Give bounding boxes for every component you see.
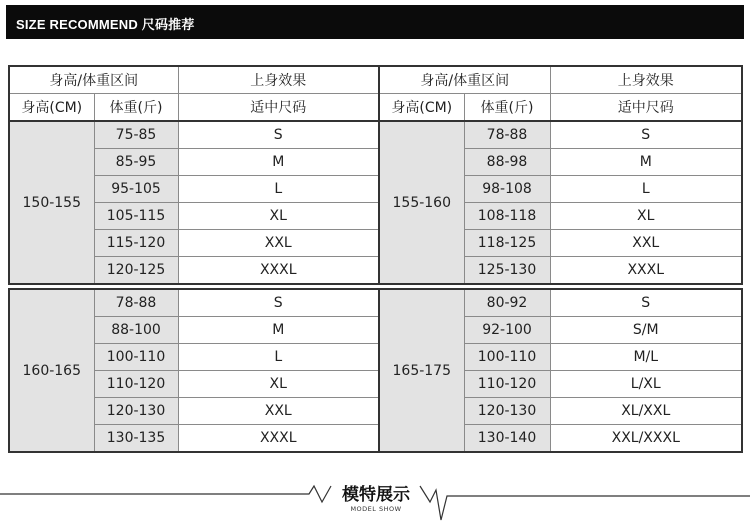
size-cell: M <box>178 317 379 344</box>
table-row <box>9 176 742 203</box>
weight-range-cell: 95-105 <box>94 176 178 203</box>
weight-range-cell: 110-120 <box>464 371 550 398</box>
size-cell: S <box>178 289 379 317</box>
table-row <box>9 289 742 317</box>
size-table-top <box>8 65 743 285</box>
size-cell: XL/XXL <box>550 398 742 425</box>
weight-range-cell: 78-88 <box>94 289 178 317</box>
weight-range-cell: 85-95 <box>94 149 178 176</box>
col-header-weight-right: 体重(斤) <box>464 94 550 122</box>
block-1 <box>9 121 742 284</box>
weight-range-cell: 100-110 <box>94 344 178 371</box>
size-cell: XL <box>178 371 379 398</box>
model-show-footer <box>0 468 750 522</box>
table-row <box>9 425 742 453</box>
height-range-cell: 165-175 <box>379 289 464 452</box>
table-row <box>9 203 742 230</box>
footer-subtitle: MODEL SHOW <box>350 505 402 513</box>
size-cell: L/XL <box>550 371 742 398</box>
weight-range-cell: 75-85 <box>94 121 178 149</box>
size-cell: XXXL <box>178 425 379 453</box>
col-header-weight-left: 体重(斤) <box>94 94 178 122</box>
weight-range-cell: 80-92 <box>464 289 550 317</box>
size-cell: S <box>550 121 742 149</box>
table-row <box>9 149 742 176</box>
size-cell: L <box>178 176 379 203</box>
weight-range-cell: 105-115 <box>94 203 178 230</box>
size-cell: M/L <box>550 344 742 371</box>
weight-range-cell: 120-125 <box>94 257 178 285</box>
weight-range-cell: 125-130 <box>464 257 550 285</box>
size-cell: M <box>178 149 379 176</box>
table-row <box>9 398 742 425</box>
table-row <box>9 371 742 398</box>
table-row <box>9 257 742 285</box>
col-header-fit-left: 适中尺码 <box>178 94 379 122</box>
weight-range-cell: 100-110 <box>464 344 550 371</box>
size-cell: L <box>178 344 379 371</box>
weight-range-cell: 88-98 <box>464 149 550 176</box>
col-header-range-left: 身高/体重区间 <box>9 66 178 94</box>
size-cell: XL <box>178 203 379 230</box>
weight-range-cell: 130-140 <box>464 425 550 453</box>
weight-range-cell: 118-125 <box>464 230 550 257</box>
col-header-height-left: 身高(CM) <box>9 94 94 122</box>
size-cell: S/M <box>550 317 742 344</box>
size-cell: XXL <box>178 398 379 425</box>
size-cell: XXXL <box>178 257 379 285</box>
height-range-cell: 160-165 <box>9 289 94 452</box>
table-row <box>9 317 742 344</box>
footer-title: 模特展示 <box>342 485 410 505</box>
col-header-effect-right: 上身效果 <box>550 66 742 94</box>
weight-range-cell: 130-135 <box>94 425 178 453</box>
weight-range-cell: 120-130 <box>94 398 178 425</box>
size-cell: S <box>550 289 742 317</box>
col-header-height-right: 身高(CM) <box>379 94 464 122</box>
col-header-effect-left: 上身效果 <box>178 66 379 94</box>
size-cell: L <box>550 176 742 203</box>
size-cell: XXXL <box>550 257 742 285</box>
weight-range-cell: 115-120 <box>94 230 178 257</box>
size-cell: XXL/XXXL <box>550 425 742 453</box>
size-table-bottom <box>8 288 743 453</box>
size-cell: XL <box>550 203 742 230</box>
height-range-cell: 155-160 <box>379 121 464 284</box>
header-bar <box>6 5 744 39</box>
size-cell: XXL <box>550 230 742 257</box>
weight-range-cell: 98-108 <box>464 176 550 203</box>
weight-range-cell: 88-100 <box>94 317 178 344</box>
weight-range-cell: 92-100 <box>464 317 550 344</box>
weight-range-cell: 78-88 <box>464 121 550 149</box>
weight-range-cell: 120-130 <box>464 398 550 425</box>
weight-range-cell: 110-120 <box>94 371 178 398</box>
table-row <box>9 230 742 257</box>
table-row <box>9 344 742 371</box>
weight-range-cell: 108-118 <box>464 203 550 230</box>
col-header-fit-right: 适中尺码 <box>550 94 742 122</box>
size-cell: M <box>550 149 742 176</box>
block-2 <box>9 289 742 452</box>
height-range-cell: 150-155 <box>9 121 94 284</box>
header-title: SIZE RECOMMEND 尺码推荐 <box>16 17 195 32</box>
size-cell: S <box>178 121 379 149</box>
table-row <box>9 121 742 149</box>
size-cell: XXL <box>178 230 379 257</box>
col-header-range-right: 身高/体重区间 <box>379 66 550 94</box>
